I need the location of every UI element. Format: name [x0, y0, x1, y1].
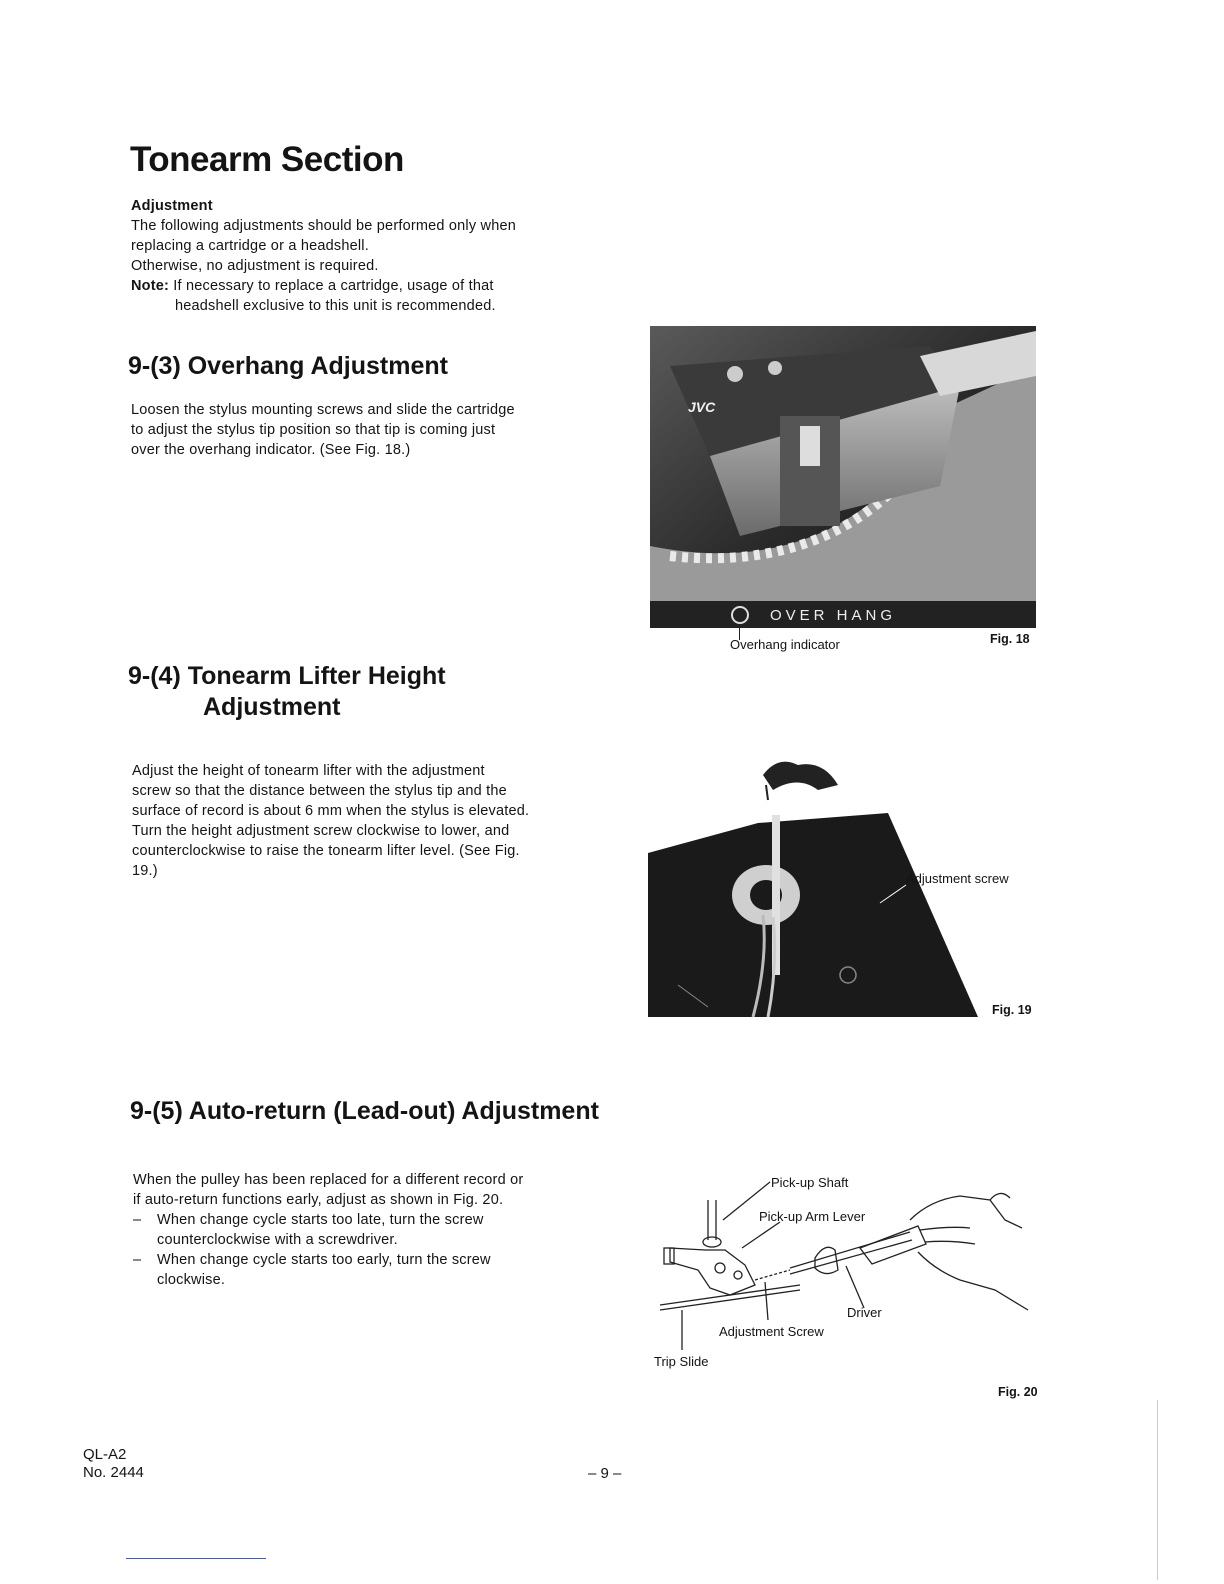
list-item-line: counterclockwise with a screwdriver. — [157, 1232, 398, 1248]
footer-model-block — [83, 1446, 144, 1482]
page-title: Tonearm Section — [130, 140, 404, 179]
intro-line: replacing a cartridge or a headshell. — [131, 238, 369, 254]
page-number: – 9 – — [588, 1465, 622, 1482]
fig20-diagram — [650, 1170, 1050, 1370]
fig18-label: Fig. 18 — [990, 632, 1030, 646]
fig18-overlay-text: OVER HANG — [770, 607, 897, 624]
fig20-label: Fig. 20 — [998, 1385, 1038, 1399]
fig20-pickup-arm-lever: Pick-up Arm Lever — [759, 1209, 866, 1224]
note-line — [131, 276, 581, 296]
fig20-pickup-shaft: Pick-up Shaft — [771, 1175, 849, 1190]
body-line: counterclockwise to raise the tonearm lifter level. (See Fig. — [132, 843, 520, 859]
section-94-body — [132, 761, 582, 881]
fig19-callout: Adjustment screw — [906, 871, 1009, 886]
section-93-body — [131, 400, 581, 460]
dash-bullet: – — [133, 1252, 142, 1268]
intro-line: The following adjustments should be performed only when — [131, 218, 516, 234]
fig19-label: Fig. 19 — [992, 1003, 1032, 1017]
section-94-title-line1: 9-(4) Tonearm Lifter Height — [128, 662, 446, 690]
body-line: over the overhang indicator. (See Fig. 18.) — [131, 442, 411, 458]
footer-model: QL-A2 — [83, 1446, 127, 1463]
fig20-driver: Driver — [847, 1305, 882, 1320]
list-item — [133, 1210, 583, 1250]
dash-bullet: – — [133, 1212, 142, 1228]
body-line: Loosen the stylus mounting screws and slide the cartridge — [131, 402, 515, 418]
note-text-cont: headshell exclusive to this unit is recommended. — [175, 298, 496, 314]
fig18-caption: Overhang indicator — [730, 637, 840, 652]
intro-line: Otherwise, no adjustment is required. — [131, 258, 379, 274]
body-line: Turn the height adjustment screw clockwise to lower, and — [132, 823, 510, 839]
intro-heading: Adjustment — [131, 198, 213, 214]
body-line: screw so that the distance between the stylus tip and the — [132, 783, 507, 799]
list-item-line: When change cycle starts too late, turn the screw — [157, 1212, 484, 1228]
body-line: 19.) — [132, 863, 158, 879]
body-line: Adjust the height of tonearm lifter with the adjustment — [132, 763, 485, 779]
scan-edge-line — [1157, 1400, 1158, 1580]
fig18-photo — [650, 326, 1036, 628]
fig20-illustration — [650, 1170, 1050, 1370]
body-line: surface of record is about 6 mm when the stylus is elevated. — [132, 803, 530, 819]
body-line: When the pulley has been replaced for a different record or — [133, 1172, 524, 1188]
list-item — [133, 1250, 583, 1290]
note-text: If necessary to replace a cartridge, usage of that — [173, 278, 494, 294]
section-94-title-line2: Adjustment — [203, 693, 341, 721]
body-line: if auto-return functions early, adjust as shown in Fig. 20. — [133, 1192, 504, 1208]
section-94-title — [128, 662, 446, 722]
intro-block — [131, 196, 581, 316]
jvc-logo: JVC — [688, 399, 716, 415]
section-95-title: 9-(5) Auto-return (Lead-out) Adjustment — [130, 1097, 599, 1125]
section-95-body — [133, 1170, 583, 1290]
list-item-line: When change cycle starts too early, turn the screw — [157, 1252, 491, 1268]
fig20-trip-slide: Trip Slide — [654, 1354, 709, 1369]
fig20-adjustment-screw: Adjustment Screw — [719, 1324, 824, 1339]
body-line: to adjust the stylus tip position so that tip is coming just — [131, 422, 496, 438]
fig18-illustration — [650, 326, 1036, 628]
list-item-line: clockwise. — [157, 1272, 226, 1288]
footer-number: No. 2444 — [83, 1464, 144, 1481]
scan-artifact-line — [126, 1558, 266, 1559]
section-93-title: 9-(3) Overhang Adjustment — [128, 352, 448, 380]
note-label: Note: — [131, 278, 170, 294]
